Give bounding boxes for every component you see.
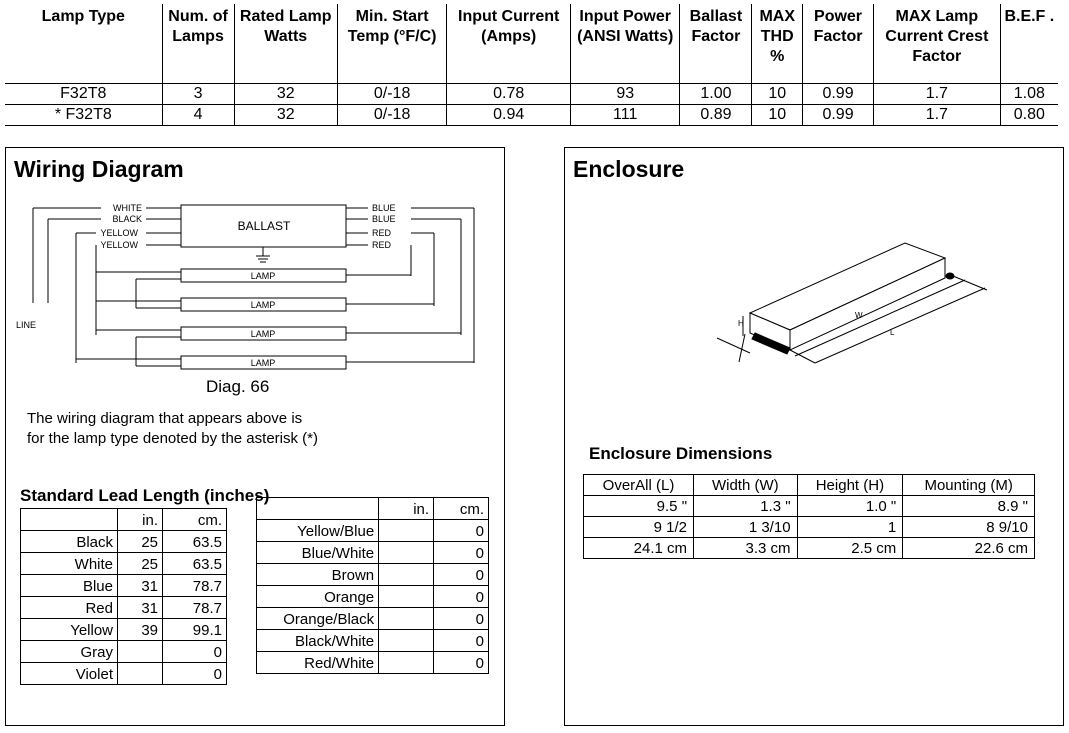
lead-label: BLUE — [372, 203, 396, 213]
cell: cm. — [434, 498, 489, 520]
cell: 24.1 cm — [584, 538, 694, 559]
lead-row — [21, 553, 227, 575]
cell: Red — [21, 597, 118, 619]
cell: Yellow — [21, 619, 118, 641]
cell: 0 — [434, 630, 489, 652]
ballast-label: BALLAST — [237, 219, 291, 233]
cell — [379, 520, 434, 542]
cell: 0/-18 — [337, 105, 446, 126]
cell: 0.78 — [447, 84, 571, 105]
dims-header-row — [584, 475, 1035, 496]
cell: Gray — [21, 641, 118, 663]
dims-row — [584, 496, 1035, 517]
cell: 1.08 — [1000, 84, 1058, 105]
lead-label: RED — [372, 228, 392, 238]
header-height: Height (H) — [797, 475, 903, 496]
cell: 4 — [162, 105, 234, 126]
cell: 63.5 — [163, 531, 227, 553]
cell — [379, 630, 434, 652]
cell — [118, 641, 163, 663]
cell: in. — [118, 509, 163, 531]
lead-header-row — [21, 509, 227, 531]
cell: 10 — [752, 105, 803, 126]
cell: 8 9/10 — [903, 517, 1035, 538]
lead-label: YELLOW — [100, 228, 138, 238]
cell — [21, 509, 118, 531]
lead-length-table-right — [256, 497, 489, 674]
cell — [379, 542, 434, 564]
cell: 3 — [162, 84, 234, 105]
cell: 1.3 " — [694, 496, 798, 517]
lead-header-row — [257, 498, 489, 520]
cell: 0.99 — [803, 105, 874, 126]
header-input-current: Input Current (Amps) — [447, 4, 571, 84]
cell: 22.6 cm — [903, 538, 1035, 559]
header-width: Width (W) — [694, 475, 798, 496]
header-mounting: Mounting (M) — [903, 475, 1035, 496]
cell: 31 — [118, 575, 163, 597]
wiring-note — [27, 409, 318, 449]
lead-length-table-left — [20, 508, 227, 685]
cell: Blue — [21, 575, 118, 597]
cell: 0 — [434, 652, 489, 674]
cell: 63.5 — [163, 553, 227, 575]
cell: 1.7 — [874, 105, 1001, 126]
header-power-factor: Power Factor — [803, 4, 874, 84]
lead-row — [257, 564, 489, 586]
height-dim-label: H — [738, 319, 744, 328]
lamp-label: LAMP — [250, 358, 276, 368]
cell — [379, 652, 434, 674]
cell: 111 — [570, 105, 679, 126]
lead-row — [21, 663, 227, 685]
cell: 78.7 — [163, 597, 227, 619]
length-dim-label: L — [890, 328, 895, 337]
header-input-power: Input Power (ANSI Watts) — [570, 4, 679, 84]
cell: 0 — [434, 520, 489, 542]
cell: 25 — [118, 553, 163, 575]
spec-row — [5, 105, 1058, 126]
cell: 0 — [434, 586, 489, 608]
cell: * F32T8 — [5, 105, 162, 126]
lead-label: BLACK — [112, 214, 142, 224]
cell: cm. — [163, 509, 227, 531]
spec-row — [5, 84, 1058, 105]
cell: 2.5 cm — [797, 538, 903, 559]
cell: 1.7 — [874, 84, 1001, 105]
cell: Black/White — [257, 630, 379, 652]
lead-length-title: Standard Lead Length (inches) — [20, 486, 270, 505]
lead-row — [21, 641, 227, 663]
header-max-thd: MAX THD % — [752, 4, 803, 84]
cell: 0.89 — [680, 105, 752, 126]
header-crest-factor: MAX Lamp Current Crest Factor — [874, 4, 1001, 84]
cell: Yellow/Blue — [257, 520, 379, 542]
lamp-label: LAMP — [250, 329, 276, 339]
cell: Orange — [257, 586, 379, 608]
dims-row — [584, 517, 1035, 538]
header-min-start-temp: Min. Start Temp (°F/C) — [337, 4, 446, 84]
cell: 1.00 — [680, 84, 752, 105]
lead-row — [257, 652, 489, 674]
lead-row — [21, 531, 227, 553]
lead-label: RED — [372, 240, 392, 250]
cell: 93 — [570, 84, 679, 105]
cell: 9.5 " — [584, 496, 694, 517]
wiring-diagram — [16, 198, 486, 378]
enclosure-panel — [564, 147, 1064, 726]
spec-header-row — [5, 4, 1058, 84]
enclosure-title: Enclosure — [573, 156, 685, 182]
lead-label: BLUE — [372, 214, 396, 224]
lamp-label: LAMP — [250, 300, 276, 310]
cell: 10 — [752, 84, 803, 105]
cell: F32T8 — [5, 84, 162, 105]
enclosure-drawing — [705, 238, 995, 388]
enclosure-dims-table — [583, 474, 1035, 559]
lamp-spec-table — [5, 4, 1058, 126]
cell — [118, 663, 163, 685]
header-rated-watts: Rated Lamp Watts — [234, 4, 337, 84]
diagram-number: Diag. 66 — [206, 377, 270, 396]
enclosure-dims-title: Enclosure Dimensions — [589, 444, 773, 463]
wiring-title: Wiring Diagram — [14, 156, 184, 182]
cell: 32 — [234, 105, 337, 126]
wiring-panel — [5, 147, 505, 726]
cell: Red/White — [257, 652, 379, 674]
lead-row — [257, 630, 489, 652]
cell: Violet — [21, 663, 118, 685]
cell: Black — [21, 531, 118, 553]
cell: 0 — [163, 663, 227, 685]
lead-row — [21, 575, 227, 597]
header-overall: OverAll (L) — [584, 475, 694, 496]
lead-row — [21, 619, 227, 641]
cell: Brown — [257, 564, 379, 586]
cell — [379, 608, 434, 630]
cell: 31 — [118, 597, 163, 619]
lead-row — [257, 520, 489, 542]
cell: 32 — [234, 84, 337, 105]
cell: 0 — [163, 641, 227, 663]
wiring-note-line: for the lamp type denoted by the asterisk (*) — [27, 430, 318, 447]
width-dim-label: W — [855, 311, 863, 320]
cell: 0.80 — [1000, 105, 1058, 126]
cell: 1.0 " — [797, 496, 903, 517]
dims-row — [584, 538, 1035, 559]
cell: Blue/White — [257, 542, 379, 564]
cell: 0/-18 — [337, 84, 446, 105]
header-lamp-type: Lamp Type — [5, 4, 162, 84]
cell: 1 3/10 — [694, 517, 798, 538]
line-label: LINE — [16, 320, 37, 330]
cell: 3.3 cm — [694, 538, 798, 559]
cell — [379, 564, 434, 586]
header-bef: B.E.F . — [1000, 4, 1058, 84]
cell: Orange/Black — [257, 608, 379, 630]
cell: 9 1/2 — [584, 517, 694, 538]
lead-row — [257, 542, 489, 564]
cell: 0.99 — [803, 84, 874, 105]
cell: 78.7 — [163, 575, 227, 597]
lead-row — [257, 586, 489, 608]
header-num-lamps: Num. of Lamps — [162, 4, 234, 84]
header-ballast-factor: Ballast Factor — [680, 4, 752, 84]
lamp-label: LAMP — [250, 271, 276, 281]
cell: 1 — [797, 517, 903, 538]
cell: 39 — [118, 619, 163, 641]
lead-label: WHITE — [113, 203, 142, 213]
cell — [379, 586, 434, 608]
lead-label: YELLOW — [100, 240, 138, 250]
cell: in. — [379, 498, 434, 520]
lead-row — [257, 608, 489, 630]
cell: 25 — [118, 531, 163, 553]
cell: 0 — [434, 564, 489, 586]
cell: White — [21, 553, 118, 575]
cell: 0 — [434, 608, 489, 630]
cell — [257, 498, 379, 520]
wiring-note-line: The wiring diagram that appears above is — [27, 410, 303, 427]
cell: 99.1 — [163, 619, 227, 641]
cell: 0.94 — [447, 105, 571, 126]
lead-row — [21, 597, 227, 619]
cell: 0 — [434, 542, 489, 564]
cell: 8.9 " — [903, 496, 1035, 517]
